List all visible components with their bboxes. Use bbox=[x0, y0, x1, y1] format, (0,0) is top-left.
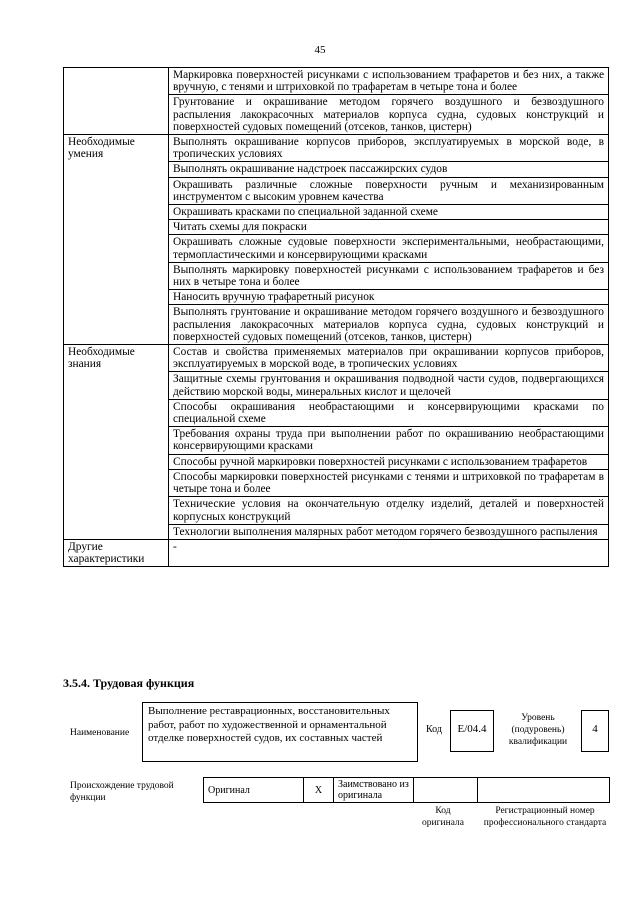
level-label: Уровень (подуровень) квалификации bbox=[508, 713, 568, 747]
table-row bbox=[64, 135, 609, 162]
table-cell: Окрашивать сложные судовые поверхности экспериментальными, необрастающими, термопластическими и консервирующими красками bbox=[169, 235, 609, 262]
table-cell: Грунтование и окрашивание методом горячего воздушного и безвоздушного распыления лакокрасочных материалов корпуса судна, судовых конструкций и поверхностей судовых помещений (отсеков, танков, цистерн) bbox=[169, 95, 609, 135]
table-row bbox=[204, 778, 610, 803]
row-label-skills: Необходимые умения bbox=[64, 135, 169, 345]
code-label: Код bbox=[426, 724, 442, 735]
table-cell: - bbox=[169, 539, 609, 566]
table-cell: Выполнять окрашивание надстроек пассажирских судов bbox=[169, 162, 609, 177]
table-row bbox=[64, 68, 609, 95]
row-label-other: Другие характеристики bbox=[64, 539, 169, 566]
original-code-cell bbox=[414, 778, 478, 803]
name-label: Наименование bbox=[70, 728, 130, 738]
table-cell: Способы окрашивания необрастающими и консервирующими красками по специальной схеме bbox=[169, 399, 609, 426]
table-cell: Защитные схемы грунтования и окрашивания подводной части судов, подвергающихся действию морской воды, минеральных кислот и щелочей bbox=[169, 372, 609, 399]
table-cell: Технические условия на окончательную отделку изделий, деталей и поверхностей корпусных конструкций bbox=[169, 497, 609, 524]
table-cell: Окрашивать различные сложные поверхности ручным и механизированным инструментом с высоким уровнем качества bbox=[169, 177, 609, 204]
requirements-table bbox=[63, 67, 609, 567]
table-cell: Выполнять грунтование и окрашивание методом горячего воздушного и безвоздушного распыления лакокрасочных материалов корпуса судна, судовых конструкций и поверхностей судовых помещений (отсеков, танков, цистерн) bbox=[169, 305, 609, 345]
table-cell: Способы ручной маркировки поверхностей рисунками с использованием трафаретов bbox=[169, 454, 609, 469]
table-cell: Технологии выполнения малярных работ методом горячего безвоздушного распыления bbox=[169, 524, 609, 539]
section-title: 3.5.4. Трудовая функция bbox=[63, 676, 195, 690]
row-label-knowledge: Необходимые знания bbox=[64, 345, 169, 540]
origin-label: Происхождение трудовой функции bbox=[70, 781, 174, 803]
table-cell: Выполнять окрашивание корпусов приборов, эксплуатируемых в морской воде, в тропических условиях bbox=[169, 135, 609, 162]
registration-caption: Регистрационный номер профессионального стандарта bbox=[483, 806, 607, 828]
original-cell: Оригинал bbox=[204, 778, 304, 803]
borrowed-cell: Заимствовано из оригинала bbox=[334, 778, 414, 803]
table-row bbox=[64, 539, 609, 566]
code-box: E/04.4 bbox=[450, 710, 494, 752]
original-mark: X bbox=[304, 778, 334, 803]
table-cell: Способы маркировки поверхностей рисунками с тенями и штриховкой по трафаретам в четыре тона и более bbox=[169, 469, 609, 496]
registration-number-cell bbox=[478, 778, 610, 803]
code-caption: Код оригинала bbox=[422, 806, 464, 828]
table-cell: Маркировка поверхностей рисунками с использованием трафаретов и без них, а также вручную, с тенями и штриховкой по трафаретам в четыре тона и более bbox=[169, 68, 609, 95]
table-cell: Требования охраны труда при выполнении работ по окрашиванию необрастающими консервирующими красками bbox=[169, 427, 609, 454]
table-cell: Наносить вручную трафаретный рисунок bbox=[169, 290, 609, 305]
level-box: 4 bbox=[581, 710, 609, 752]
row-label bbox=[64, 68, 169, 135]
table-row bbox=[64, 345, 609, 372]
function-name-box: Выполнение реставрационных, восстановительных работ, работ по художественной и орнаментальной отделке поверхностей судов, их составных частей bbox=[142, 702, 418, 762]
table-cell: Читать схемы для покраски bbox=[169, 220, 609, 235]
table-cell: Окрашивать красками по специальной заданной схеме bbox=[169, 205, 609, 220]
page-number: 45 bbox=[314, 44, 326, 56]
table-cell: Выполнять маркировку поверхностей рисунками с использованием трафаретов и без них в четыре тона и более bbox=[169, 262, 609, 289]
origin-table bbox=[203, 777, 610, 803]
table-cell: Состав и свойства применяемых материалов при окрашивании корпусов приборов, эксплуатируемых в морской воде, в тропических условиях bbox=[169, 345, 609, 372]
